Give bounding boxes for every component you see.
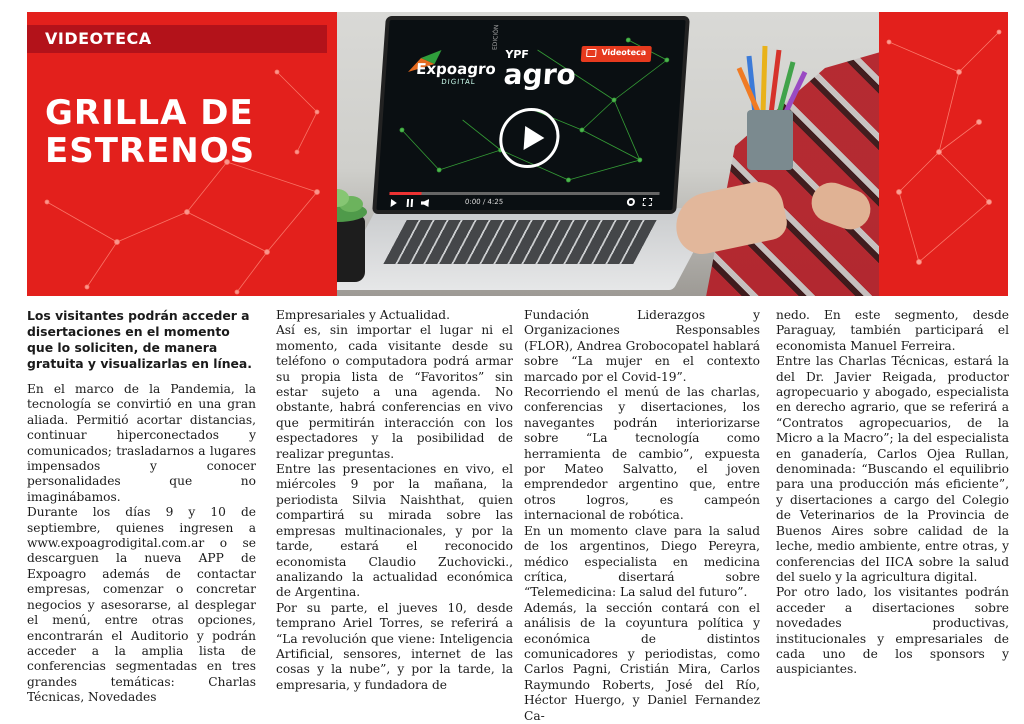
title-line-1: GRILLA DE (45, 93, 254, 133)
paragraph: Entre las Charlas Técnicas, estará la del Dr. Javier Reigada, productor agropecuario y abogado, especialista en derecho agrario, que se referirá a “Contratos agropecuarios, de la Micro a la Macro”; la del especialista en ganadería, Carlos Ojea Rullan, denominada: “Buscando el equilibrio para una producción más eficiente”, y disertaciones a cargo del Colegio de Veterinarios de la Provincia de Buenos Aires sobre calidad de la leche, medio ambiente, entre otras, y conferencias del IICA sobre la salud del suelo y la agricultura digital. (776, 354, 1009, 584)
pause-icon[interactable] (407, 199, 414, 207)
videoteca-badge (581, 46, 652, 62)
gear-icon[interactable] (627, 198, 636, 206)
paragraph: Empresariales y Actualidad. (276, 308, 450, 322)
paragraph: Por otro lado, los visitantes podrán acceder a disertaciones sobre novedades productivas, institucionales y empresariales de cada uno de los sponsors y auspiciantes. (776, 585, 1009, 677)
paragraph: nedo. En este segmento, desde Paraguay, también participará el economista Manuel Ferreira. (776, 308, 1009, 353)
red-network-panel-right (879, 12, 1008, 296)
volume-icon[interactable] (421, 199, 430, 207)
paragraph: Además, la sección contará con el análisis de la coyuntura política y económica de distintos comunicadores y periodistas, como Carlos Pagni, Cristián Mira, Carlos Raymundo Roberts, José del Río, Héctor Huergo, y Daniel Fernandez Ca- (524, 600, 760, 723)
paragraph: Entre las presentaciones en vivo, el miércoles 9 por la mañana, la periodista Silvia Naishthat, quien compartirá su mirada sobre las empresas multinacionales, y por la tarde, estará el reconocido economista Claudio Zuchovicki., analizando la actualidad económica de Argentina. (276, 462, 513, 600)
paragraph: Por su parte, el jueves 10, desde temprano Ariel Torres, se referirá a “La revolución que viene: Inteligencia Artificial, sensores, internet de las cosas y la nube”, y por la tarde, la empresaria, y fundadora de (276, 600, 513, 692)
fullscreen-icon[interactable] (643, 198, 653, 206)
expoagro-digital-text: DIGITAL (441, 78, 476, 86)
paragraph: Fundación Liderazgos y Organizaciones Responsables (FLOR), Andrea Grobocopatel hablará sobre “La mujer en el contexto marcado por el Covid-19”. (524, 308, 760, 384)
video-icon (586, 49, 597, 57)
paragraph: En el marco de la Pandemia, la tecnología se convirtió en una gran aliada. Permitió acortar distancias, continuar hiperconectados y comunicados; trasladarnos a lugares impensados y conocer personalidades que no imaginábamos. (27, 382, 256, 504)
expoagro-logo-text: Expoagro (415, 60, 497, 78)
paragraph: Así es, sin importar el lugar ni el momento, cada visitante desde su teléfono o computadora podrá armar su propia lista de “Favoritos” sin estar sujeto a una agenda. No obstante, habrá conferencias en vivo que permitirán interacción con los espectadores y la posibilidad de realizar preguntas. (276, 323, 513, 461)
article-column-2 (276, 308, 513, 693)
article-column-4 (776, 308, 1009, 678)
hero-photo (255, 12, 905, 296)
play-small-icon[interactable] (391, 199, 398, 207)
ypf-logo-text: YPF (504, 48, 530, 61)
edicion-text: EDICIÓN (491, 24, 501, 50)
video-progress-fill (389, 192, 422, 195)
laptop-screen (372, 16, 690, 214)
agro-logo-text: agro (502, 58, 577, 91)
title-line-2: ESTRENOS (45, 131, 256, 171)
paragraph: En un momento clave para la salud de los argentinos, Diego Pereyra, médico especialista en medicina crítica, disertará sobre “Telemedicina: La salud del futuro”. (524, 523, 760, 600)
paragraph: Recorriendo el menú de las charlas, conferencias y disertaciones, los navegantes podrán interiorizarse sobre “La tecnología como herramienta de cambio”, expuesta por Mateo Salvatto, el joven emprendedor argentino que, entre otros logros, es campeón internacional de robótica. (524, 385, 760, 523)
hero-banner (27, 12, 1008, 296)
video-controls (390, 198, 661, 208)
player-time: 0:00 / 4:25 (464, 198, 504, 206)
article-column-1 (27, 308, 256, 706)
section-tag (27, 25, 327, 53)
page-title (45, 94, 255, 170)
network-pattern-right (879, 12, 1008, 296)
paragraph: Durante los días 9 y 10 de septiembre, quienes ingresen a www.expoagrodigital.com.ar o se descarguen la nueva APP de Expoagro además de contactar empresas, comenzar o concretar negocios y asesorarse, al desplegar el menú, entre otras opciones, encontrarán el Auditorio y podrán acceder a la amplia lista de conferencias segmentadas en tres grandes temáticas: Charlas Técnicas, Novedades (27, 505, 256, 705)
red-title-panel (27, 12, 337, 296)
article-column-3 (524, 308, 760, 724)
laptop-keyboard (383, 220, 656, 264)
pencil-cup (747, 110, 793, 170)
pencils-illustration (735, 36, 855, 116)
videoteca-badge-label: Videoteca (601, 48, 647, 57)
section-label: VIDEOTECA (45, 29, 152, 48)
article-lead: Los visitantes podrán acceder a disertaciones en el momento que lo soliciten, de manera gratuita y visualizarlas en línea. (27, 308, 253, 371)
video-progress-bar[interactable] (389, 192, 659, 195)
